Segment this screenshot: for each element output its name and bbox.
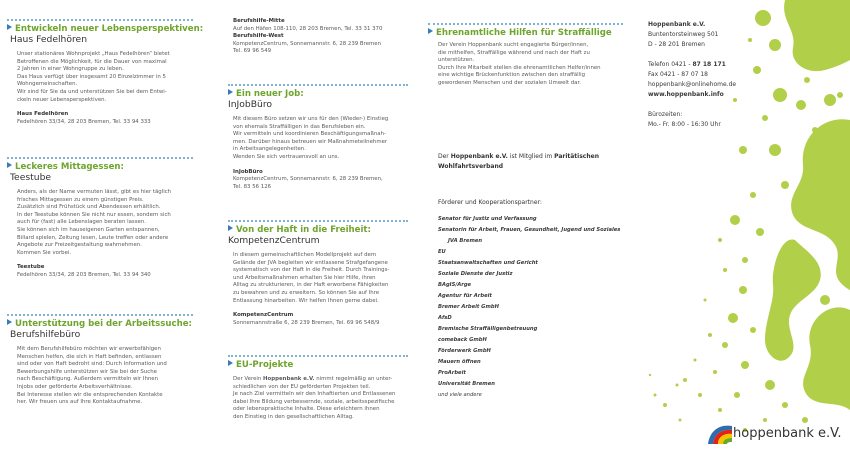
section-divider [7, 314, 193, 316]
address-label: Berufshilfe-West [233, 33, 284, 40]
address-line: KompetenzCentrum, Sonnemannstr. 6, 28 239 Bremen, [233, 176, 383, 183]
membership-note: Der Hoppenbank e.V. ist Mitglied im Paritätischen Wohlfahrtsverband [438, 153, 599, 170]
section-divider [228, 84, 408, 86]
list-item: Agentur für Arbeit [438, 293, 492, 299]
address-line: KompetenzCentrum, Sonnemannstr. 6, 28 239 Bremen [233, 40, 382, 47]
partners-title: Förderer und Kooperationspartner: [438, 199, 542, 206]
list-item: Bremer Arbeit GmbH [438, 304, 499, 310]
list-item: ProArbeit [438, 370, 466, 376]
section-body: Mit diesem Büro setzen wir uns für den (Wieder-) Einstieg von ehemals Straffälligen in das Berufsleben ein. Wir vermitteln und koordinieren Beschäftigungsmaßnah- men. Darüber hinaus betreuen wir Maßnahmeteilnehmer in Arbeitsangelegenheiten. Wenden Sie sich vertrauensvoll an uns. [233, 116, 389, 160]
list-item: BAgIS/Arge [438, 282, 472, 288]
list-item: Mauern öffnen [438, 359, 481, 365]
city: D - 28 201 Bremen [648, 41, 705, 48]
address-label: KompetenzCentrum [233, 312, 294, 319]
section-body: Der Verein Hoppenbank e.V. nimmt regelmäßig an unter- schiedlichen von der EU geförderten Projekten teil. Je nach Ziel vermitteln wir den Inhaftierten und Entlassenen dabei Ihre Bildung verbessernde, soziale, arbeitsspezifische oder lebenspraktische Inhalte. Diese erleichtern ihnen den Einstieg in den gesellschaftlichen Alltag. [233, 376, 396, 420]
list-item: Universität Bremen [438, 381, 495, 387]
address-line: Fedelhören 33/34, 28 203 Bremen, Tel. 33 94 340 [17, 271, 151, 278]
address-line: Auf den Häfen 108-110, 28 203 Bremen, Tel. 33 31 370 [233, 25, 383, 32]
list-item: Staatsanwaltschaften und Gericht [438, 260, 538, 266]
address-line: Sonnemannstraße 6, 28 239 Bremen, Tel. 69 96 548/9 [233, 319, 380, 326]
section-divider [7, 157, 193, 159]
list-item: AfsD [438, 315, 452, 321]
section-subtitle: Teestube [10, 172, 52, 183]
section-subtitle: Berufshilfebüro [10, 329, 81, 340]
section-subtitle: KompetenzCentrum [228, 235, 320, 246]
address-label: Haus Fedelhören [17, 111, 69, 118]
section-berufshilfebuero [7, 314, 193, 407]
address-label: Teestube [17, 264, 45, 271]
address-label: InJobBüro [233, 168, 263, 175]
website-link[interactable]: www.hoppenbank.info [648, 91, 724, 98]
section-teestube [7, 157, 193, 280]
address-label: Berufshilfe-Mitte [233, 18, 285, 24]
berufshilfe-addresses [228, 18, 408, 56]
partners-list [428, 214, 623, 401]
triangle-bullet-icon [228, 225, 233, 231]
section-eu-projekte [228, 355, 408, 422]
triangle-bullet-icon [228, 89, 233, 95]
list-item: Senatorin für Arbeit, Frauen, Gesundheit, Jugend und Soziales [438, 227, 621, 233]
section-body: Anders, als der Name vermuten lässt, gibt es hier täglich frisches Mittagessen zu einem günstigen Preis. Zusätzlich sind Frühstück und Abendessen erhältlich. In der Teestube können Sie nicht nur essen, sondern sich auch für (fast) alle Lebenslagen beraten lassen. Sie können sich im hauseigenen Garten entspannen, Billard spielen, Zeitung lesen, Leute treffen oder andere Angebote zur Freizeitgestaltung wahrnehmen. Kommen Sie vorbei. [17, 189, 172, 256]
list-item: Senator für Justiz und Verfassung [438, 216, 537, 222]
contact-block [648, 20, 758, 130]
section-subtitle: InJobBüro [228, 99, 273, 110]
section-kompetenzcentrum [228, 220, 408, 327]
org-name: Hoppenbank e.V. [648, 21, 706, 28]
triangle-bullet-icon [7, 24, 12, 30]
triangle-bullet-icon [228, 360, 233, 366]
office-hours-label: Bürozeiten: [648, 111, 683, 118]
logo-wordmark: hoppenbank e.V. [733, 426, 842, 441]
triangle-bullet-icon [428, 28, 433, 34]
phone: Telefon 0421 - 87 18 171 [648, 61, 726, 68]
section-divider [428, 23, 623, 25]
fax: Fax 0421 - 87 07 18 [648, 71, 709, 78]
list-item: comeback GmbH [438, 337, 487, 343]
section-ehrenamtliche-hilfen [428, 23, 623, 88]
section-subtitle: Haus Fedelhören [10, 34, 88, 45]
section-heading: Von der Haft in die Freiheit: [228, 225, 408, 235]
section-heading: EU-Projekte [228, 360, 408, 370]
section-body: Mit dem Berufshilfebüro möchten wir erwerbsfähigen Menschen helfen, die sich in Haft befinden, entlassen sind oder von Haft bedroht sind: Durch Information und Bewerbungshilfe unterstützen wir Sie bei der Suche nach Beschäftigung. Außerdem vermitteln wir Ihnen Injobs oder geförderte Arbeitsverhältnisse. Bei Interesse stellen wir die entsprechenden Kontakte her. Wir freuen uns auf Ihre Kontaktaufnahme. [17, 346, 167, 406]
list-item: EU [438, 249, 446, 255]
section-haus-fedelhoeren [7, 19, 204, 126]
list-item: Förderwerk GmbH [438, 348, 491, 354]
section-body: In diesem gemeinschaftlichen Modellprojekt auf dem Gelände der JVA begleiten wir entlassene Strafgefangene systematisch von der Haft in die Freiheit. Durch Trainings- und Arbeitsmaßnahmen erhalten Sie hier Hilfe, ihren Alltag zu strukturieren, in der Haft erworbene Fähigkeiten zu bewahren und zu erweitern. So können Sie auf Ihre Entlassung hinarbeiten. Wir helfen Ihnen gerne dabei. [233, 252, 390, 304]
address-line: Fedelhören 33/34, 28 203 Bremen, Tel. 33 94 333 [17, 118, 151, 125]
section-heading: Leckeres Mittagessen: [7, 162, 193, 172]
section-body: Der Verein Hoppenbank sucht engagierte Bürger/innen, die mithelfen, Straffällige während und nach der Haft zu unterstützen. Durch Ihre Mitarbeit stellen die ehrenamtlichen Helfer/innen eine wichtige Brückenfunktion zwischen den straffällig gewordenen Menschen und der sozialen Umwelt dar. [438, 42, 601, 86]
section-divider [228, 220, 408, 222]
address-line: Tel. 69 96 549 [233, 48, 272, 55]
address-line: Tel. 83 56 126 [233, 183, 272, 190]
street: Buntentorsteinweg 501 [648, 31, 719, 38]
section-divider [228, 355, 408, 357]
section-heading: Entwickeln neuer Lebensperspektiven: [7, 24, 193, 34]
section-heading: Ein neuer Job: [228, 89, 408, 99]
email-link[interactable]: hoppenbank@onlinehome.de [648, 81, 737, 88]
triangle-bullet-icon [7, 319, 12, 325]
section-body: Unser stationäres Wohnprojekt „Haus Fedelhören“ bietet Betroffenen die Möglichkeit, für die Dauer von maximal 2 Jahren in einer Wohngruppe zu leben. Das Haus verfügt über insgesamt 20 Einzelzimmer in 5 Wohngemeinschaften. Wir sind für Sie da und unterstützen Sie bei dem Entwi- ckeln neuer Lebensperspektiven. [17, 51, 170, 103]
triangle-bullet-icon [7, 162, 12, 168]
section-heading: Unterstützung bei der Arbeitssuche: [7, 319, 193, 329]
list-item: und viele andere [438, 392, 482, 398]
list-item: Soziale Dienste der Justiz [438, 271, 513, 277]
office-hours: Mo.- Fr. 8:00 - 16:30 Uhr [648, 121, 721, 128]
list-item: JVA Bremen [448, 238, 483, 244]
section-injobbuero [228, 84, 408, 191]
section-heading: Ehrenamtliche Hilfen für Straffällige [428, 28, 623, 38]
list-item: Bremische Straffälligenbetreuung [438, 326, 538, 332]
section-divider [7, 19, 193, 21]
partners-section [428, 198, 623, 401]
